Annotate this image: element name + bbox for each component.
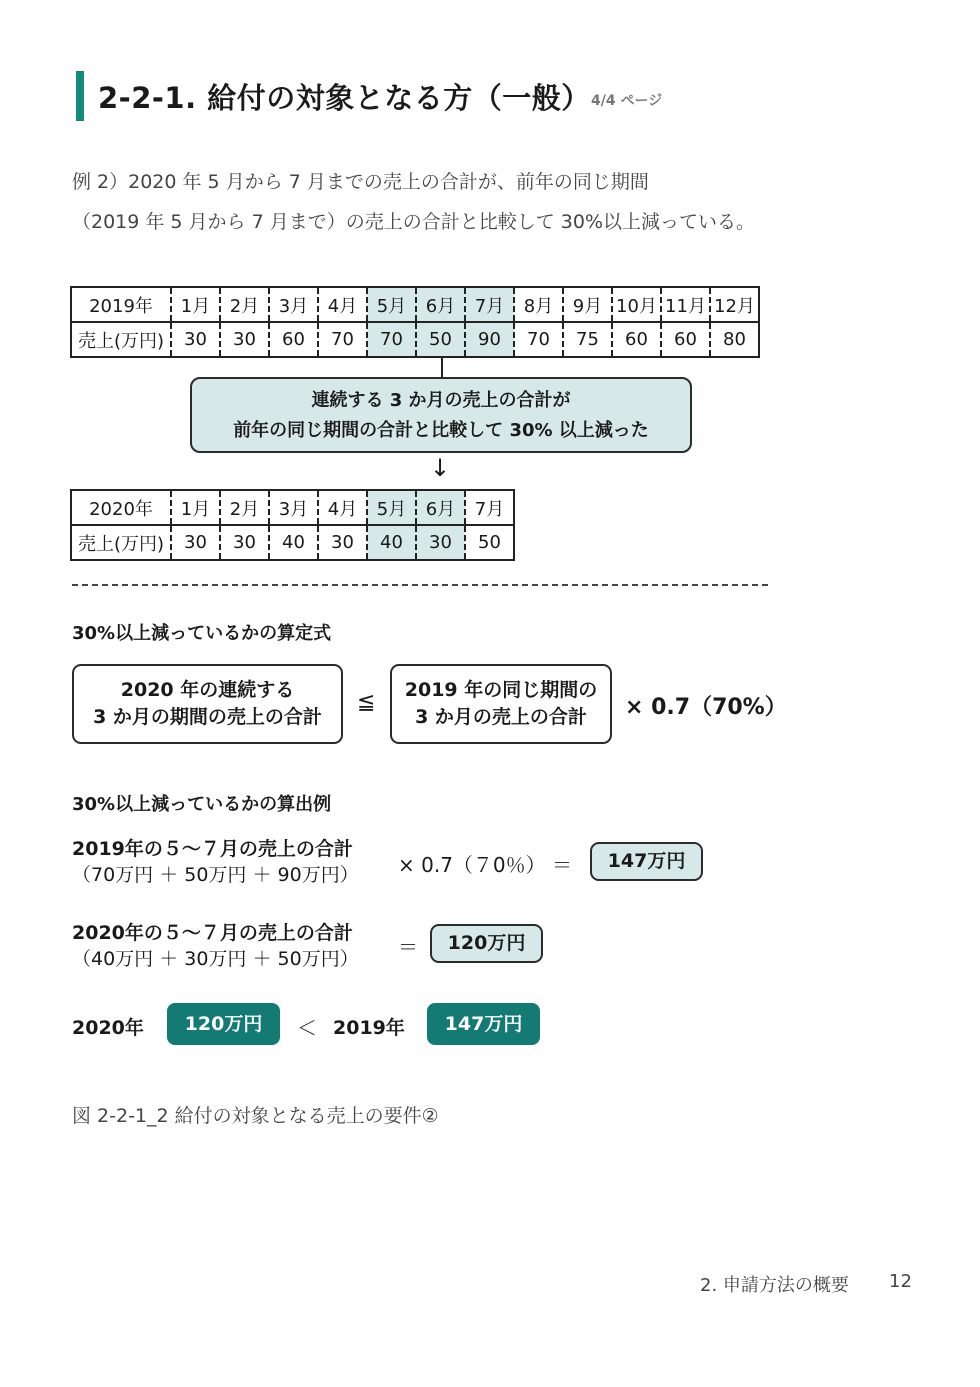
sales-table-2020	[70, 489, 515, 561]
calc-2019-operator: × 0.7（７0％） ＝	[398, 853, 573, 877]
calc-2019-line-2: （70万円 ＋ 50万円 ＋ 90万円）	[72, 864, 359, 886]
calc-2019-result: 147万円	[590, 842, 703, 881]
month-cell: 8月	[514, 287, 563, 322]
value-cell: 50	[465, 525, 514, 560]
value-cell: 30	[220, 322, 269, 357]
month-cell: 3月	[269, 287, 318, 322]
value-cell: 30	[171, 525, 220, 560]
month-cell: 6月	[416, 287, 465, 322]
table-row	[71, 490, 514, 525]
less-than-operator: ＜	[297, 1016, 317, 1040]
condition-callout	[190, 377, 692, 453]
calc-2020-line-1: 2020年の５～７月の売上の合計	[72, 922, 353, 944]
year-label-2020: 2020年	[89, 498, 153, 520]
table-row	[71, 322, 759, 357]
footer-section-title: 2. 申請方法の概要	[700, 1275, 849, 1296]
value-cell: 80	[710, 322, 759, 357]
arrow-down-icon: ↓	[430, 454, 451, 482]
compare-value-2020: 120万円	[167, 1003, 280, 1045]
value-cell: 40	[367, 525, 416, 560]
value-cell: 70	[514, 322, 563, 357]
month-cell: 3月	[269, 490, 318, 525]
value-cell: 30	[416, 525, 465, 560]
callout-line-1: 連続する 3 か月の売上の合計が	[311, 390, 571, 411]
formula-box-2019	[390, 664, 612, 744]
month-cell: 1月	[171, 490, 220, 525]
calc-2019	[72, 836, 359, 888]
month-cell: 7月	[465, 490, 514, 525]
sales-table-2019	[70, 286, 760, 358]
table-row	[71, 287, 759, 322]
year-label-2019: 2019年	[89, 295, 153, 317]
calc-2019-line-1: 2019年の５～７月の売上の合計	[72, 838, 353, 860]
value-cell: 70	[367, 322, 416, 357]
month-cell: 7月	[465, 287, 514, 322]
compare-label-2020: 2020年	[72, 1017, 144, 1039]
callout-line-2: 前年の同じ期間の合計と比較して 30% 以上減った	[233, 420, 649, 441]
intro-line-2: （2019 年 5 月から 7 月まで）の売上の合計と比較して 30%以上減っている。	[72, 211, 755, 233]
section-divider	[72, 584, 768, 586]
month-cell: 2月	[220, 287, 269, 322]
formula-box-2020-line-1: 2020 年の連続する	[120, 679, 295, 701]
month-cell: 12月	[710, 287, 759, 322]
month-cell: 2月	[220, 490, 269, 525]
formula-box-2020	[72, 664, 343, 744]
formula-box-2020-line-2: 3 か月の期間の売上の合計	[93, 706, 322, 728]
value-cell: 50	[416, 322, 465, 357]
value-cell: 60	[661, 322, 710, 357]
title-accent-bar	[76, 71, 84, 121]
example-heading: 30%以上減っているかの算出例	[72, 794, 332, 815]
month-cell: 4月	[318, 287, 367, 322]
month-cell: 6月	[416, 490, 465, 525]
month-cell: 1月	[171, 287, 220, 322]
month-cell: 5月	[367, 490, 416, 525]
calc-2020	[72, 920, 359, 972]
month-cell: 10月	[612, 287, 661, 322]
value-cell: 40	[269, 525, 318, 560]
value-cell: 30	[171, 322, 220, 357]
row-label-sales: 売上(万円)	[71, 525, 171, 560]
value-cell: 90	[465, 322, 514, 357]
month-cell: 11月	[661, 287, 710, 322]
value-cell: 75	[563, 322, 612, 357]
month-cell: 9月	[563, 287, 612, 322]
footer-page-number: 12	[889, 1271, 912, 1292]
page-indicator: 4/4 ページ	[591, 93, 663, 109]
calc-2020-result: 120万円	[430, 924, 543, 963]
calc-2020-line-2: （40万円 ＋ 30万円 ＋ 50万円）	[72, 948, 359, 970]
row-label-sales: 売上(万円)	[71, 322, 171, 357]
value-cell: 70	[318, 322, 367, 357]
formula-box-2019-line-1: 2019 年の同じ期間の	[404, 679, 598, 701]
value-cell: 60	[612, 322, 661, 357]
page-title: 2-2-1. 給付の対象となる方（一般）	[98, 81, 591, 115]
month-cell: 5月	[367, 287, 416, 322]
value-cell: 30	[318, 525, 367, 560]
formula-heading: 30%以上減っているかの算定式	[72, 623, 332, 644]
month-cell: 4月	[318, 490, 367, 525]
table-row	[71, 525, 514, 560]
figure-caption: 図 2-2-1_2 給付の対象となる売上の要件②	[72, 1105, 439, 1127]
intro-line-1: 例 2）2020 年 5 月から 7 月までの売上の合計が、前年の同じ期間	[72, 171, 649, 193]
connector-line	[441, 357, 443, 378]
compare-value-2019: 147万円	[427, 1003, 540, 1045]
value-cell: 60	[269, 322, 318, 357]
less-equal-operator: ≦	[357, 690, 376, 715]
compare-label-2019: 2019年	[333, 1017, 405, 1039]
value-cell: 30	[220, 525, 269, 560]
formula-multiplier: × 0.7（70%）	[625, 695, 787, 720]
calc-2020-operator: ＝	[398, 935, 418, 959]
formula-box-2019-line-2: 3 か月の売上の合計	[415, 706, 587, 728]
